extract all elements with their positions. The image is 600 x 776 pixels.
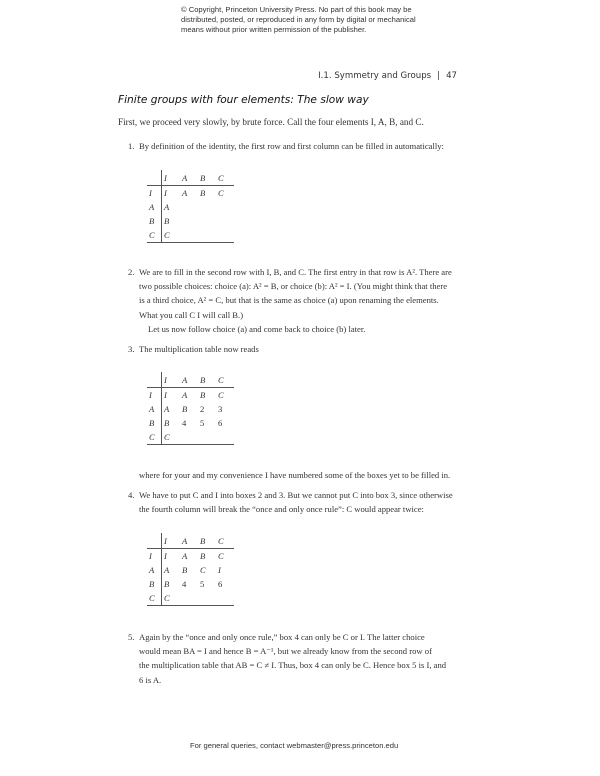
item-number: 2. xyxy=(128,267,135,277)
table-cell: 6 xyxy=(218,418,223,428)
header-cell: C xyxy=(216,170,234,186)
table-cell xyxy=(180,228,198,243)
table-cell: C xyxy=(162,591,181,606)
footer-contact: For general queries, contact webmaster@press.princeton.edu xyxy=(190,741,399,750)
table-cell xyxy=(180,214,198,228)
table-cell: B xyxy=(200,188,206,198)
table-cell: A xyxy=(182,551,188,561)
row-header: C xyxy=(147,591,162,606)
row-header: A xyxy=(147,200,162,214)
table-cell: A xyxy=(182,390,188,400)
multiplication-table-1 xyxy=(147,170,234,243)
running-head-separator: | xyxy=(437,71,441,81)
table-cell: A xyxy=(164,565,170,575)
item-line: 6 is A. xyxy=(139,674,162,685)
page-number: 47 xyxy=(446,71,457,81)
header-cell: B xyxy=(198,170,216,186)
item-line: Again by the “once and only once rule,” box 4 can only be C or I. The latter choice xyxy=(139,632,425,642)
header-cell: A xyxy=(180,372,198,388)
table-cell xyxy=(180,200,198,214)
list-item-5 xyxy=(128,630,474,687)
table-cell xyxy=(216,214,234,228)
item-line: Let us now follow choice (a) and come back to choice (b) later. xyxy=(148,323,366,334)
header-cell: I xyxy=(162,170,181,186)
table-cell xyxy=(216,430,234,445)
row-header: B xyxy=(147,416,162,430)
table-cell: I xyxy=(164,188,167,198)
table-cell: B xyxy=(182,404,188,414)
table-cell xyxy=(180,591,198,606)
table-cell: 4 xyxy=(182,418,187,428)
item-line: would mean BA = I and hence B = A⁻¹, but we already know from the second row of xyxy=(139,646,432,657)
row-header: I xyxy=(147,388,162,403)
item-number: 5. xyxy=(128,632,135,642)
header-cell: B xyxy=(198,533,216,549)
table-cell: C xyxy=(218,551,224,561)
item-line: The multiplication table now reads xyxy=(139,344,259,354)
copyright-line: means without prior written permission of the publisher. xyxy=(181,25,367,34)
table-cell: 4 xyxy=(182,579,187,589)
item-number: 3. xyxy=(128,344,135,354)
table-cell xyxy=(216,591,234,606)
table-cell: C xyxy=(218,390,224,400)
copyright-line: distributed, posted, or reproduced in any form by digital or mechanical xyxy=(181,15,416,24)
item-line: By definition of the identity, the first row and first column can be filled in automatically: xyxy=(139,141,444,151)
copyright-line: © Copyright, Princeton University Press. No part of this book may be xyxy=(181,5,412,14)
table-cell: B xyxy=(164,579,170,589)
table-cell: I xyxy=(164,551,167,561)
row-header: B xyxy=(147,577,162,591)
list-item-4 xyxy=(128,488,474,516)
table-cell xyxy=(216,200,234,214)
table-cell: 5 xyxy=(200,579,205,589)
header-cell: A xyxy=(180,533,198,549)
table-cell: 6 xyxy=(218,579,223,589)
multiplication-table-3 xyxy=(147,533,234,606)
header-cell: C xyxy=(216,372,234,388)
multiplication-table-2 xyxy=(147,372,234,445)
list-item-1 xyxy=(128,139,474,153)
table-cell: C xyxy=(218,188,224,198)
table-cell xyxy=(198,214,216,228)
table-cell: C xyxy=(200,565,206,575)
table-cell: A xyxy=(182,188,188,198)
table-cell: C xyxy=(162,228,181,243)
table-cell xyxy=(216,228,234,243)
copyright-notice xyxy=(181,5,461,35)
row-header: A xyxy=(147,563,162,577)
item-line: the fourth column will break the “once and only once rule”: C would appear twice: xyxy=(139,504,424,515)
list-item-3 xyxy=(128,342,474,356)
item-line: We are to fill in the second row with I, B, and C. The first entry in that row is A². There are xyxy=(139,267,452,277)
table-cell xyxy=(198,200,216,214)
section-title: Finite groups with four elements: The slow way xyxy=(118,94,369,106)
table-cell: B xyxy=(164,216,170,226)
table-cell: 2 xyxy=(200,404,205,414)
header-cell: C xyxy=(216,533,234,549)
table-cell xyxy=(198,591,216,606)
table-cell: A xyxy=(164,202,170,212)
running-head-section: I.1. Symmetry and Groups xyxy=(318,71,432,81)
table-cell xyxy=(198,228,216,243)
item-number: 4. xyxy=(128,490,135,500)
table-cell: I xyxy=(164,390,167,400)
item-number: 1. xyxy=(128,141,135,151)
running-head xyxy=(318,71,457,81)
table-cell: B xyxy=(200,551,206,561)
table-cell: B xyxy=(200,390,206,400)
table-cell: B xyxy=(164,418,170,428)
table-cell: 5 xyxy=(200,418,205,428)
row-header: I xyxy=(147,549,162,564)
table-note: where for your and my convenience I have numbered some of the boxes yet to be filled in. xyxy=(139,470,451,480)
header-cell: I xyxy=(162,533,181,549)
header-cell: I xyxy=(162,372,181,388)
table-cell: B xyxy=(182,565,188,575)
row-header: B xyxy=(147,214,162,228)
header-cell: A xyxy=(180,170,198,186)
table-cell: C xyxy=(162,430,181,445)
row-header: A xyxy=(147,402,162,416)
item-line: the multiplication table that AB = C ≠ I. Thus, box 4 can only be C. Hence box 5 is I, and xyxy=(139,660,447,671)
item-line: two possible choices: choice (a): A² = B, or choice (b): A² = I. (You might think that there xyxy=(139,281,448,292)
item-line: We have to put C and I into boxes 2 and 3. But we cannot put C into box 3, since otherwise xyxy=(139,490,453,500)
table-cell xyxy=(198,430,216,445)
item-line: What you call C I will call B.) xyxy=(139,309,244,320)
table-cell: I xyxy=(218,565,221,575)
row-header: I xyxy=(147,186,162,201)
row-header: C xyxy=(147,228,162,243)
list-item-2 xyxy=(128,265,474,336)
intro-paragraph: First, we proceed very slowly, by brute force. Call the four elements I, A, B, and C. xyxy=(118,117,424,127)
row-header: C xyxy=(147,430,162,445)
item-line: is a third choice, A² = C, but that is the same as choice (a) upon renaming the elements. xyxy=(139,295,439,306)
header-cell: B xyxy=(198,372,216,388)
table-cell: 3 xyxy=(218,404,223,414)
table-cell xyxy=(180,430,198,445)
table-cell: A xyxy=(164,404,170,414)
